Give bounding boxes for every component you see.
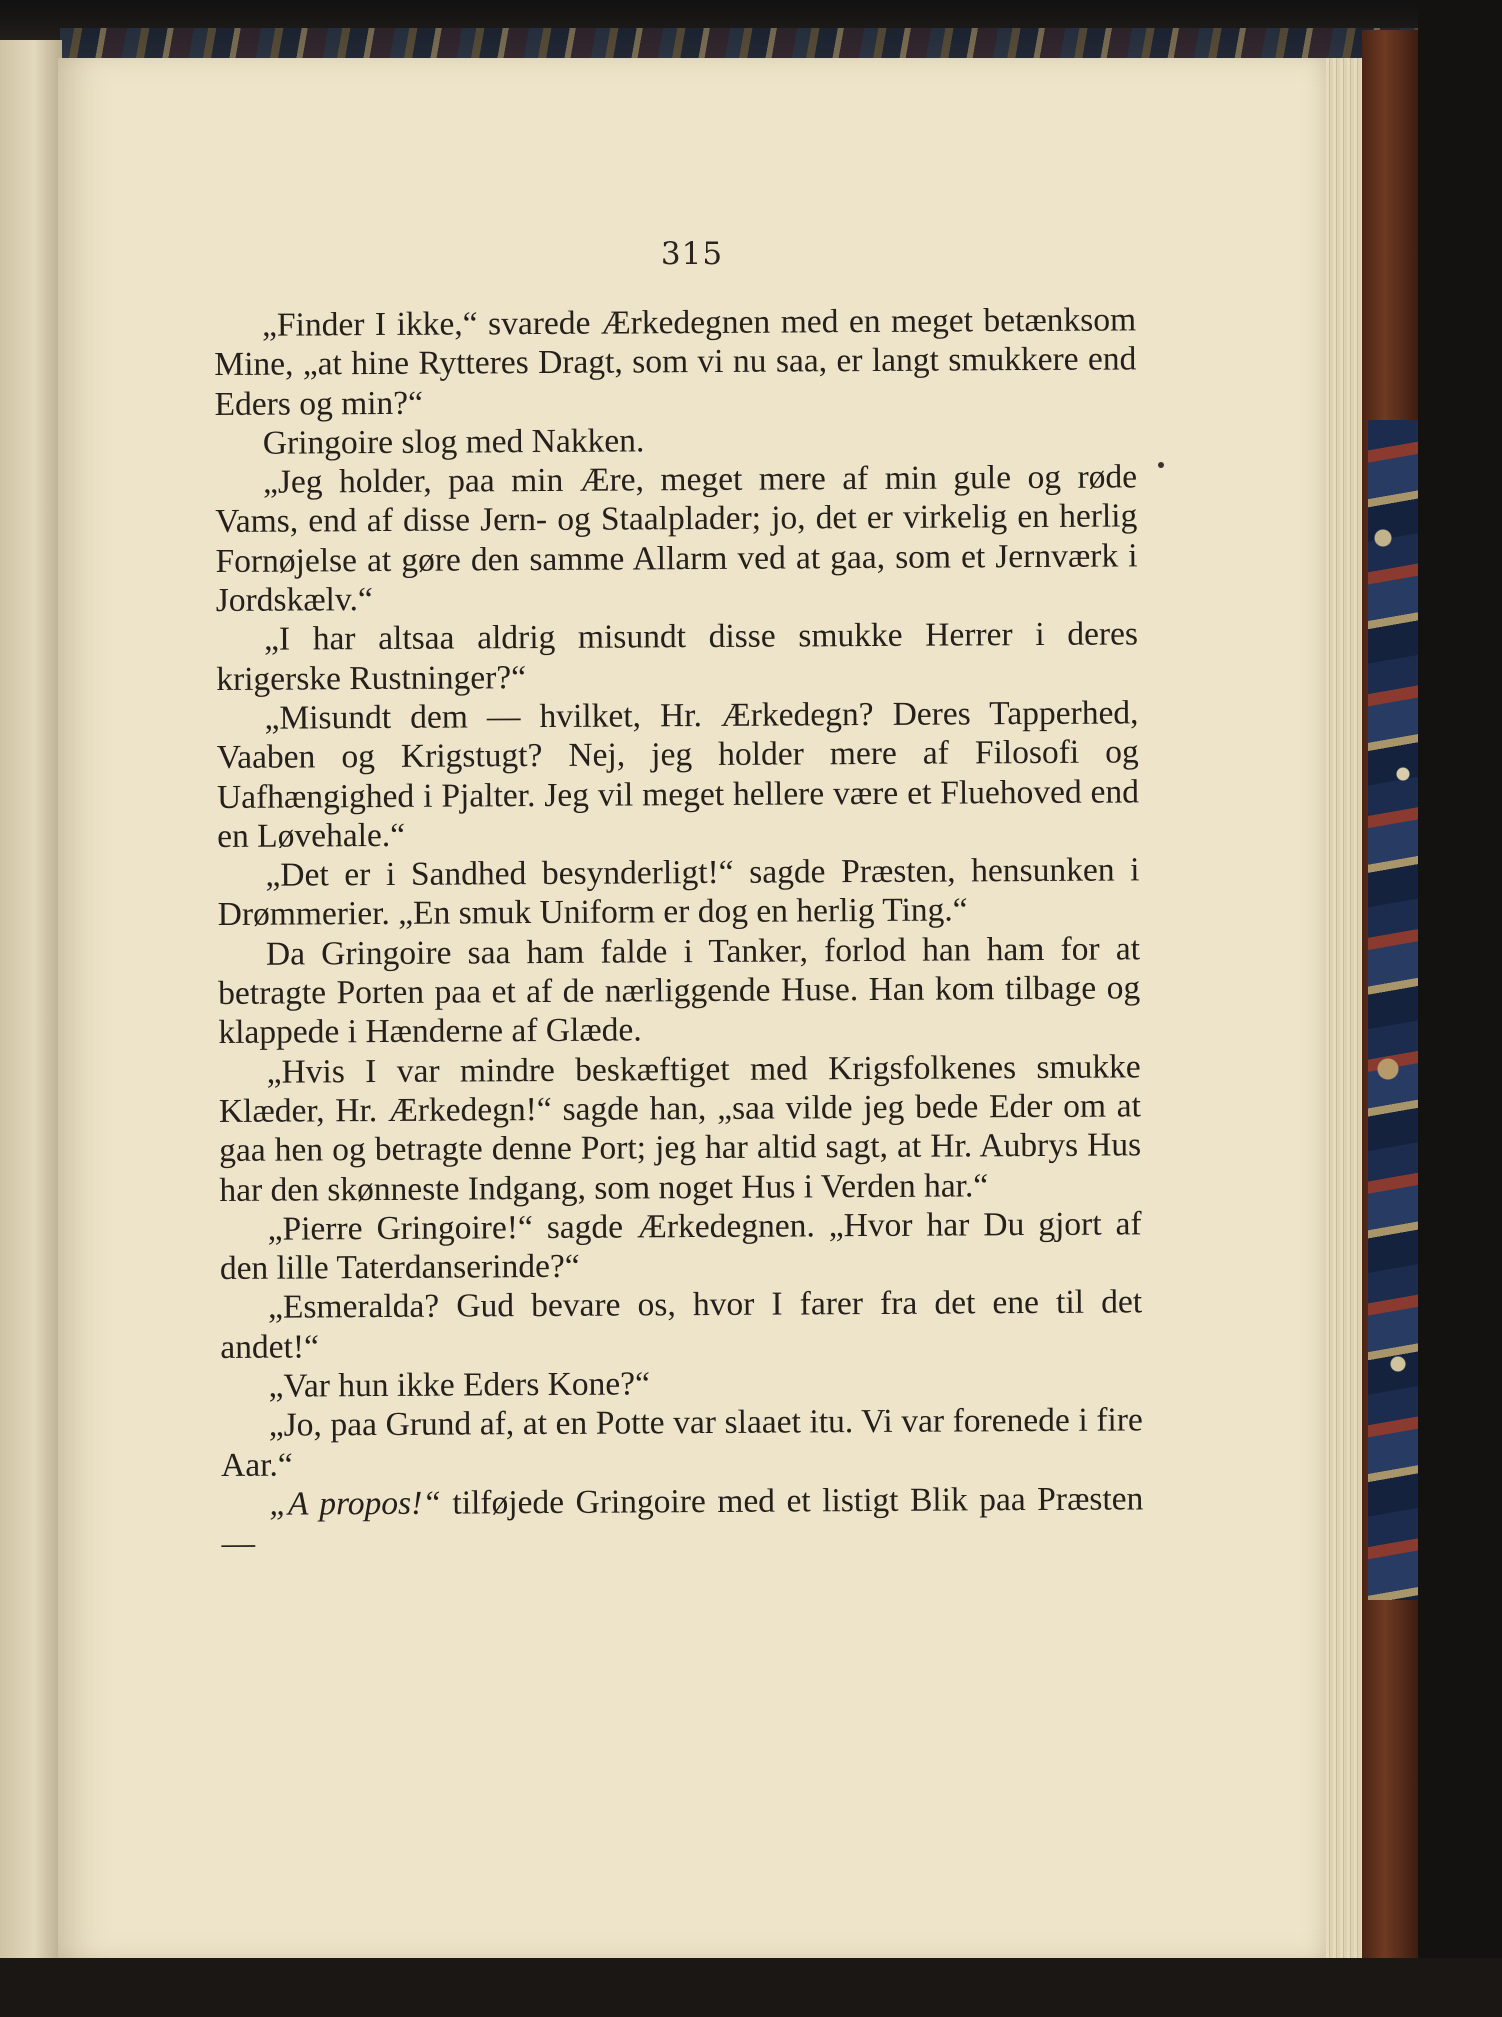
background-right (1418, 0, 1502, 2017)
body-text (214, 300, 1144, 1563)
marbled-cover (1368, 420, 1418, 1600)
paragraph: Da Gringoire saa ham falde i Tanker, forlod han ham for at betragte Porten paa et af de nærliggende Huse. Han kom tilbage og klappede i Hænderne af Glæde. (218, 930, 1141, 1052)
paragraph: „Pierre Gringoire!“ sagde Ærkedegnen. „Hvor har Du gjort af den lille Taterdanserinde?“ (219, 1205, 1142, 1288)
paragraph: „I har altsaa aldrig misundt disse smukke Herrer i deres krigerske Rustninger?“ (216, 615, 1139, 698)
book-page (58, 58, 1326, 1958)
paragraph: „Finder I ikke,“ svarede Ærkedegnen med en meget betænksom Mine, „at hine Rytteres Dragt, som vi nu saa, er langt smukkere end Eders og min?“ (214, 301, 1137, 423)
page-number: 315 (660, 236, 724, 272)
paragraph: „Jo, paa Grund af, at en Potte var slaaet itu. Vi var forenede i fire Aar.“ (220, 1401, 1143, 1484)
paragraph: „Esmeralda? Gud bevare os, hvor I farer fra det ene til det andet!“ (220, 1283, 1143, 1366)
paragraph: „Var hun ikke Eders Kone?“ (268, 1365, 651, 1405)
bottom-book-edge (0, 1958, 1502, 2017)
italic-phrase: „A propos!“ (269, 1484, 442, 1523)
paper-speck (1158, 462, 1164, 468)
left-page-edge (0, 40, 62, 2017)
final-paragraph (221, 1479, 1143, 1563)
paragraph: „Jeg holder, paa min Ære, meget mere af min gule og røde Vams, end af disse Jern- og Staalplader; jo, det er virkelig en herlig Fornøjelse at gøre den samme Allarm ved at gaa, som et Jernværk i Jordskælv.“ (215, 458, 1138, 620)
paragraph: „Det er i Sandhed besynderligt!“ sagde Præsten, hensunken i Drømmerier. „En smuk Uniform er dog en herlig Ting.“ (217, 851, 1140, 934)
paragraph: „Hvis I var mindre beskæftiget med Krigsfolkenes smukke Klæder, Hr. Ærkedegn!“ sagde han, „saa vilde jeg bede Eder om at gaa hen og betragte denne Port; jeg har altid sagt, at Hr. Aubrys Hus har den skønneste Indgang, som noget Hus i Verden har.“ (218, 1047, 1142, 1209)
paragraph: Gringoire slog med Nakken. (262, 422, 645, 462)
final-paragraph-text: tilføjede Gringoire med et listigt Blik paa Præsten — (221, 1480, 1144, 1563)
top-marbled-edge (60, 28, 1420, 60)
page-stack-edge (1326, 58, 1362, 1958)
paragraph: „Misundt dem — hvilket, Hr. Ærkedegn? Deres Tapperhed, Vaaben og Krigstugt? Nej, jeg holder mere af Filosofi og Uafhængighed i Pjalter. Jeg vil meget hellere være et Fluehoved end en Løvehale.“ (216, 694, 1140, 855)
